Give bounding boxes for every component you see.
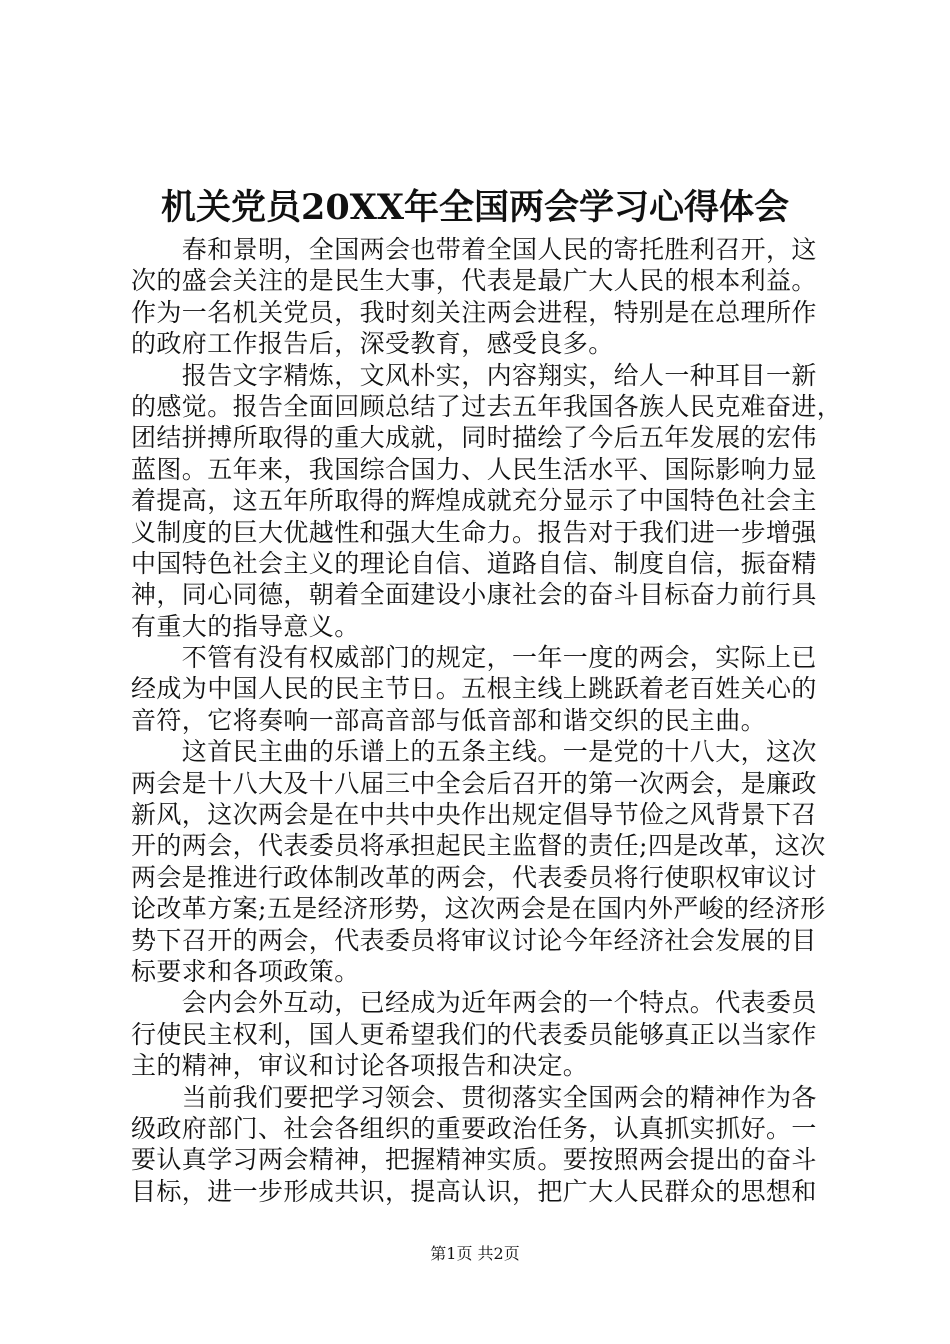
document-title: 机关党员20XX年全国两会学习心得体会 xyxy=(160,187,790,228)
body-line: 次的盛会关注的是民生大事，代表是最广大人民的根本利益。 xyxy=(131,266,817,296)
body-line: 主的精神，审议和讨论各项报告和决定。 xyxy=(131,1051,589,1081)
body-line: 行使民主权利，国人更希望我们的代表委员能够真正以当家作 xyxy=(131,1019,817,1049)
body-line: 的感觉。报告全面回顾总结了过去五年我国各族人民克难奋进， xyxy=(131,391,843,421)
body-line: 要认真学习两会精神，把握精神实质。要按照两会提出的奋斗 xyxy=(131,1145,817,1175)
body-line: 目标，进一步形成共识，提高认识，把广大人民群众的思想和 xyxy=(131,1176,817,1206)
body-line: 不管有没有权威部门的规定，一年一度的两会，实际上已 xyxy=(131,643,817,673)
body-line: 作为一名机关党员，我时刻关注两会进程，特别是在总理所作 xyxy=(131,297,817,327)
body-line: 春和景明，全国两会也带着全国人民的寄托胜利召开，这 xyxy=(131,235,817,264)
body-line: 中国特色社会主义的理论自信、道路自信、制度自信，振奋精 xyxy=(131,548,817,578)
body-line: 标要求和各项政策。 xyxy=(131,956,360,986)
body-line: 有重大的指导意义。 xyxy=(131,611,360,641)
body-line: 两会是推进行政体制改革的两会，代表委员将行使职权审议讨 xyxy=(131,862,817,892)
body-line: 音符，它将奏响一部高音部与低音部和谐交织的民主曲。 xyxy=(131,705,767,735)
body-line: 着提高，这五年所取得的辉煌成就充分显示了中国特色社会主 xyxy=(131,486,817,516)
body-line: 的政府工作报告后，深受教育，感受良多。 xyxy=(131,329,614,359)
body-line: 两会是十八大及十八届三中全会后召开的第一次两会，是廉政 xyxy=(131,768,817,798)
body-line: 论改革方案;五是经济形势，这次两会是在国内外严峻的经济形 xyxy=(131,894,826,924)
body-line: 团结拼搏所取得的重大成就，同时描绘了今后五年发展的宏伟 xyxy=(131,423,817,453)
body-line: 蓝图。五年来，我国综合国力、人民生活水平、国际影响力显 xyxy=(131,454,817,484)
body-line: 义制度的巨大优越性和强大生命力。报告对于我们进一步增强 xyxy=(131,517,817,547)
body-line: 经成为中国人民的民主节日。五根主线上跳跃着老百姓关心的 xyxy=(131,674,817,704)
body-line: 级政府部门、社会各组织的重要政治任务，认真抓实抓好。一 xyxy=(131,1113,817,1143)
document-body xyxy=(131,234,843,1207)
body-line: 势下召开的两会，代表委员将审议讨论今年经济社会发展的目 xyxy=(131,925,817,955)
body-line: 新风，这次两会是在中共中央作出规定倡导节俭之风背景下召 xyxy=(131,800,817,830)
page-footer: 第1页 共2页 xyxy=(430,1244,520,1263)
body-line: 神，同心同德，朝着全面建设小康社会的奋斗目标奋力前行具 xyxy=(131,580,817,610)
body-line: 会内会外互动，已经成为近年两会的一个特点。代表委员 xyxy=(131,988,817,1018)
body-line: 这首民主曲的乐谱上的五条主线。一是党的十八大，这次 xyxy=(131,737,817,767)
body-line: 开的两会，代表委员将承担起民主监督的责任;四是改革，这次 xyxy=(131,831,826,861)
body-line: 报告文字精炼，文风朴实，内容翔实，给人一种耳目一新 xyxy=(131,360,817,390)
body-line: 当前我们要把学习领会、贯彻落实全国两会的精神作为各 xyxy=(131,1082,817,1112)
